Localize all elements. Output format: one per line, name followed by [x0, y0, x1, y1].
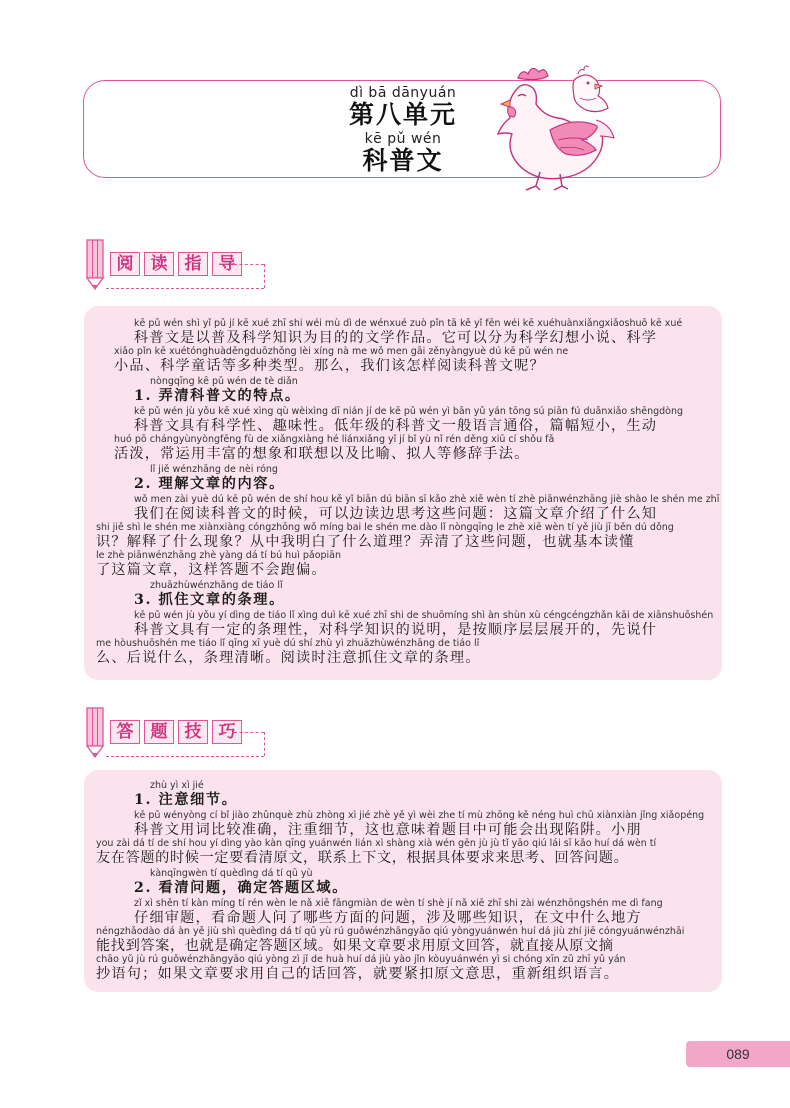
pinyin-line: me hòushuōshén me tiáo lǐ qīng xī yuè dú shí zhù yì zhuāzhùwénzhāng de tiáo lǐ [96, 638, 480, 649]
text-line [84, 638, 722, 667]
heading-char: 阅 [110, 252, 140, 276]
pinyin-line: zhuāzhùwénzhāng de tiáo lǐ [150, 580, 283, 591]
pinyin-line: kē pǔ wén jù yǒu kē xué xìng qù wèixìng dī nián jí de kē pǔ wén yì bān yǔ yán tōng sú piān fú duǎnxiǎo shēngdòng [134, 406, 684, 417]
hanzi-line: 科普文具有科学性、趣味性。低年级的科普文一般语言通俗，篇幅短小，生动 [134, 418, 658, 434]
heading-char: 题 [144, 720, 174, 744]
reading-guide-heading [84, 238, 274, 290]
pinyin-line: chāo yǔ jù rú guǒwénzhāngyāo qiú yòng zì jǐ de huà huí dá jiù yào jǐn kòuyuánwén yì si chóng xīn zǔ zhī yǔ yán [96, 954, 626, 965]
pinyin-line: kē pǔ wén shì yǐ pǔ jí kē xué zhī shi wéi mù dì de wénxué zuò pǐn tā kě yǐ fēn wéi kē xuéhuànxiǎngxiǎoshuō kē xué [134, 318, 683, 329]
pinyin-line: néngzhǎodào dá àn yě jiù shì quèdìng dá tí qū yù rú guǒwénzhāngyāo qiú yòngyuánwén huí dá jiù zhí jiē cóngyuánwénzhāi [96, 926, 685, 937]
subheading-text: 2. 看清问题，确定答题区域。 [134, 880, 349, 896]
subheading-line [84, 780, 722, 809]
heading-char: 技 [178, 720, 208, 744]
subheading-line [84, 868, 722, 897]
heading-divider [234, 264, 264, 265]
unit-topic-block [84, 131, 722, 175]
reading-guide-panel [84, 306, 722, 680]
answer-tips-panel [84, 770, 722, 992]
text-line [84, 434, 722, 463]
heading-divider [264, 264, 265, 288]
unit-number-title: 第八单元 [348, 100, 457, 129]
text-line [84, 954, 722, 983]
heading-char: 导 [212, 252, 242, 276]
hanzi-line: 友在答题的时候一定要看清原文，联系上下文，根据具体要求来思考、回答问题。 [96, 850, 629, 866]
pencil-icon [84, 706, 106, 758]
heading-char: 指 [178, 252, 208, 276]
heading-divider [106, 288, 264, 289]
hanzi-line: 小品、科学童话等多种类型。那么，我们该怎样阅读科普文呢？ [114, 358, 545, 374]
heading-divider [234, 732, 264, 733]
unit-number-pinyin: dì bā dānyuán [349, 85, 457, 101]
heading-divider [106, 756, 264, 757]
text-line [84, 550, 722, 579]
subheading-line [84, 376, 722, 405]
hanzi-line: 仔细审题，看命题人问了哪些方面的问题，涉及哪些知识，在文中什么地方 [134, 910, 642, 926]
hanzi-line: 科普文用词比较准确，注重细节，这也意味着题目中可能会出现陷阱。小朋 [134, 822, 642, 838]
pinyin-line: kànqīngwèn tí quèdìng dá tí qū yù [150, 868, 313, 879]
heading-char: 巧 [212, 720, 242, 744]
subheading-text: 1. 注意细节。 [134, 792, 238, 808]
text-line [84, 318, 722, 347]
pinyin-line: huó pō chángyùnyòngfēng fù de xiǎngxiàng hé liánxiǎng yǐ jí bǐ yù nǐ rén děng xiū cí shǒu fǎ [114, 434, 555, 445]
heading-divider [264, 732, 265, 756]
hanzi-line: 科普文具有一定的条理性，对科学知识的说明，是按顺序层层展开的，先说什 [134, 622, 658, 638]
unit-title-box [83, 80, 721, 178]
text-line [84, 522, 722, 551]
pinyin-line: xiǎo pǐn kē xuétónghuàděngduōzhǒng lèi xíng nà me wǒ men gāi zěnyàngyuè dú kē pǔ wén ne [114, 346, 569, 357]
pinyin-line: shi jiě shì le shén me xiànxiàng cóngzhōng wǒ míng bai le shén me dào lǐ nòngqīng le zhè xiē wèn tí yě jiù jī běn dú dǒng [96, 522, 674, 533]
pinyin-line: you zài dá tí de shí hou yí dìng yào kàn qīng yuánwén lián xì shàng xià wén gēn jù jù tǐ yāo qiú lái sī kǎo huí dá wèn tí [96, 838, 657, 849]
unit-topic-pinyin: kē pǔ wén [364, 131, 442, 147]
unit-number-block [84, 85, 722, 129]
pinyin-line: lǐ jiě wénzhāng de nèi róng [150, 464, 278, 475]
page-number: 089 [686, 1041, 790, 1067]
text-line [84, 406, 722, 435]
hanzi-line: 识？解释了什么现象？从中我明白了什么道理？弄清了这些问题，也就基本读懂 [96, 534, 635, 550]
hanzi-line: 科普文是以普及科学知识为目的的文学作品。它可以分为科学幻想小说、科学 [134, 330, 658, 346]
hanzi-line: 能找到答案，也就是确定答题区域。如果文章要求用原文回答，就直接从原文摘 [96, 938, 614, 954]
text-line [84, 838, 722, 867]
hanzi-line: 么、后说什么，条理清晰。阅读时注意抓住文章的条理。 [96, 650, 481, 666]
pinyin-line: zǐ xì shěn tí kàn míng tí rén wèn le nǎ xiē fāngmiàn de wèn tí shè jí nǎ xiē zhī shi zài wénzhōngshén me dì fang [134, 898, 663, 909]
pinyin-line: nòngqīng kē pǔ wén de tè diǎn [150, 376, 298, 387]
hanzi-line: 抄语句；如果文章要求用自己的话回答，就要紧扣原文意思，重新组织语言。 [96, 966, 620, 982]
pencil-icon [84, 238, 106, 290]
text-line [84, 494, 722, 523]
pinyin-line: kē pǔ wén jù yǒu yí dìng de tiáo lǐ xìng duì kē xué zhī shi de shuōmíng shì àn shùn xù céngcéngzhǎn kāi de xiānshuōshén [134, 610, 714, 621]
pinyin-line: kē pǔ wényòng cí bǐ jiào zhǔnquè zhù zhòng xì jié zhè yě yì wèi zhe tí mù zhōng kě néng huì chū xiànxiàn jǐng xiǎopéng [134, 810, 705, 821]
hanzi-line: 活泼，常运用丰富的想象和联想以及比喻、拟人等修辞手法。 [114, 446, 530, 462]
subheading-text: 3. 抓住文章的条理。 [134, 592, 285, 608]
text-line [84, 610, 722, 639]
text-line [84, 810, 722, 839]
hanzi-line: 了这篇文章，这样答题不会跑偏。 [96, 562, 327, 578]
heading-char: 答 [110, 720, 140, 744]
pinyin-line: wǒ men zài yuè dú kē pǔ wén de shí hou kě yǐ biān dú biān sī kǎo zhè xiē wèn tí zhè piānwénzhāng jiè shào le shén me zhī [134, 494, 720, 505]
text-line [84, 898, 722, 927]
hen-chick-illustration [488, 60, 623, 195]
subheading-line [84, 580, 722, 609]
pinyin-line: zhù yì xì jié [150, 780, 204, 791]
text-line [84, 926, 722, 955]
subheading-text: 1. 弄清科普文的特点。 [134, 388, 301, 404]
unit-topic-title: 科普文 [362, 146, 444, 175]
pinyin-line: le zhè piānwénzhāng zhè yàng dá tí bú huì pǎopiān [96, 550, 342, 561]
hanzi-line: 我们在阅读科普文的时候，可以边读边思考这些问题：这篇文章介绍了什么知 [134, 506, 658, 522]
text-line [84, 346, 722, 375]
subheading-line [84, 464, 722, 493]
answer-tips-heading [84, 706, 274, 758]
subheading-text: 2. 理解文章的内容。 [134, 476, 285, 492]
heading-char: 读 [144, 252, 174, 276]
